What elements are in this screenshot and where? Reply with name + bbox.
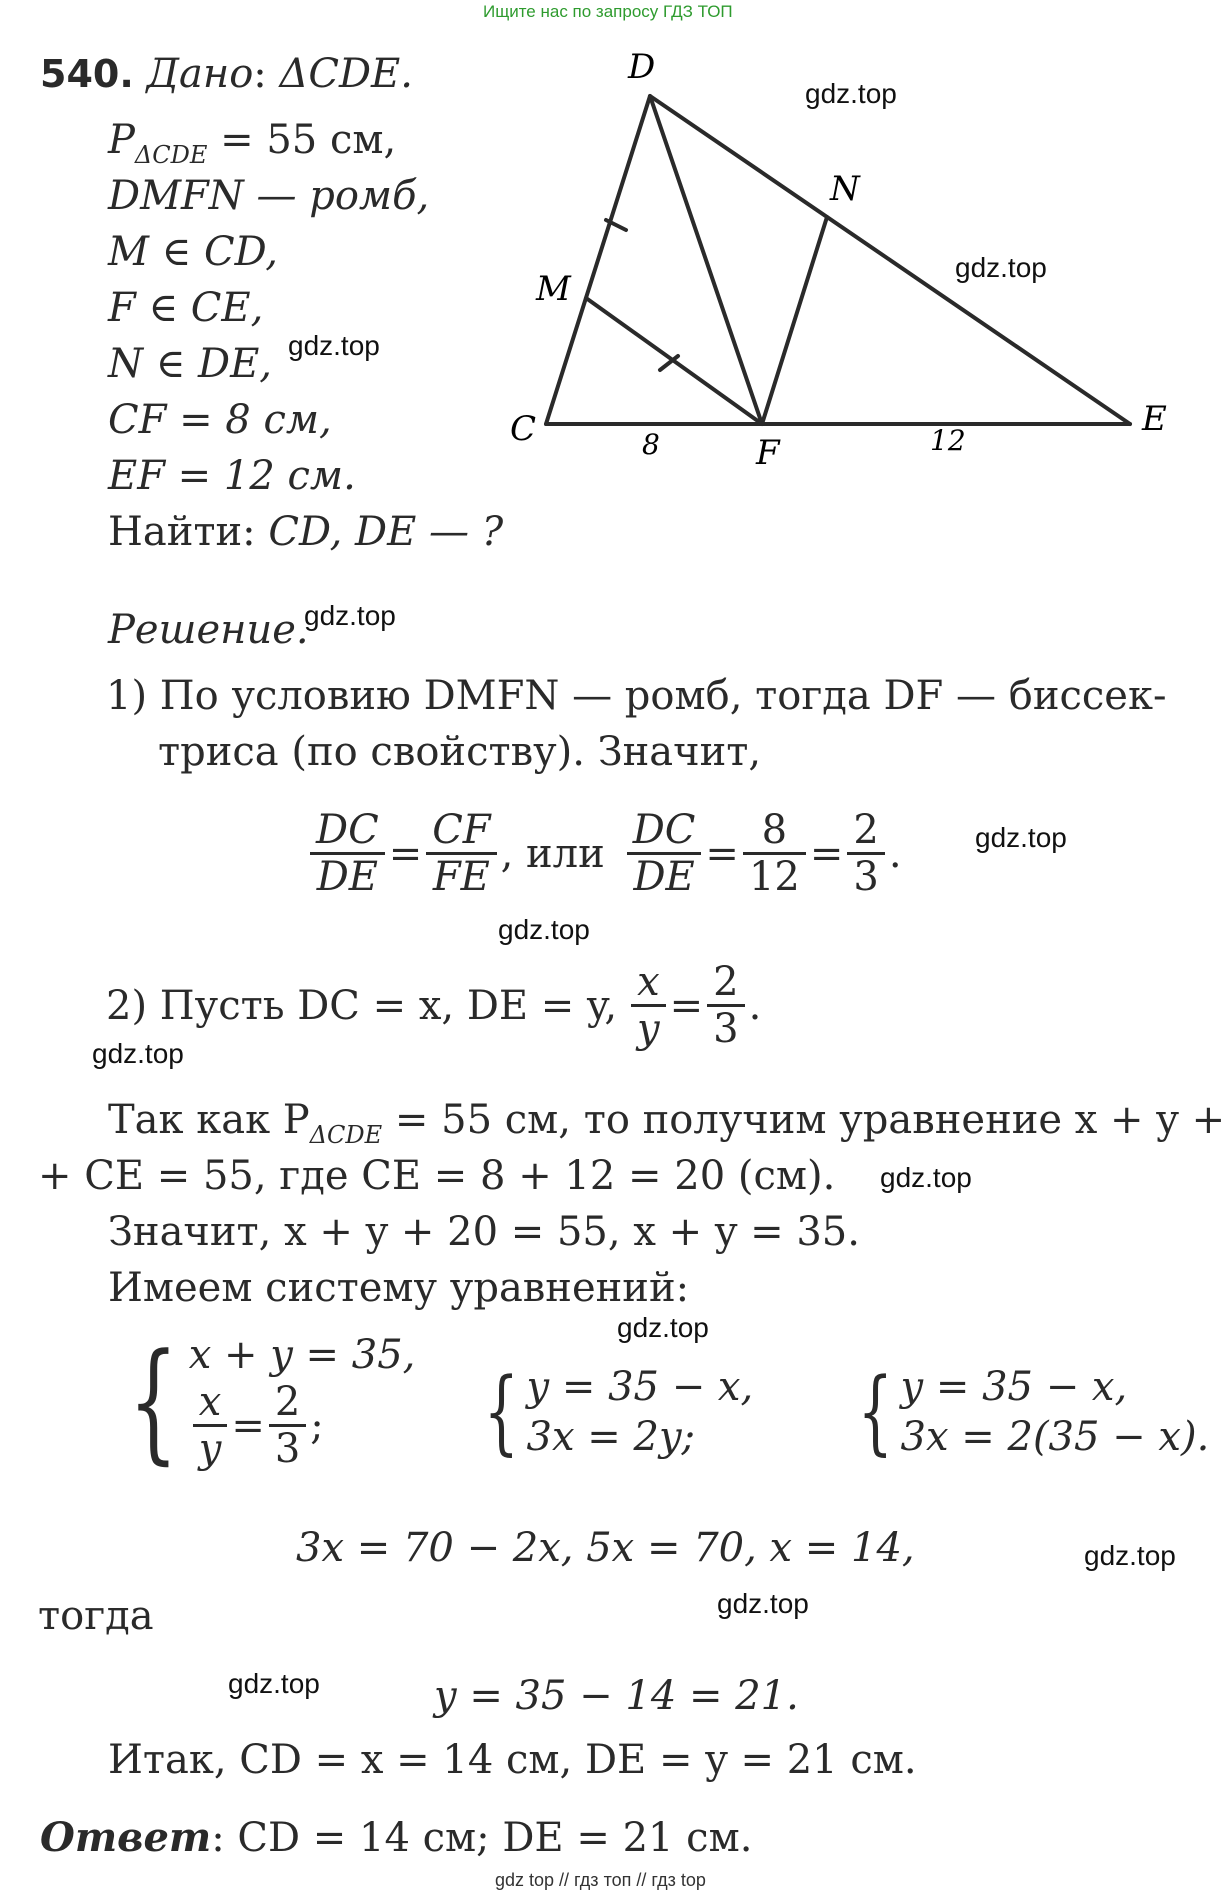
label-fe-length: 12	[930, 424, 966, 457]
vertex-c: C	[510, 409, 537, 449]
given-line-m: M ∈ CD,	[108, 229, 278, 275]
watermark-11: gdz.top	[717, 1588, 809, 1619]
given-label: Дано	[146, 51, 254, 97]
given-line-f: F ∈ CE,	[108, 285, 264, 331]
given-perimeter: $P_{\Delta CDE} = 55$ см,	[108, 117, 397, 169]
vertex-d: D	[628, 47, 656, 87]
perimeter-subscript: ΔCDE	[134, 141, 208, 169]
fraction-dc-de: $\frac{DC}{DE}$	[310, 808, 385, 899]
system-3: { y = 35 − x, 3x = 2(35 − x).	[857, 1358, 1210, 1465]
step1-line1: 1) По условию DMFN — ромб, тогда DF — биссек-	[106, 673, 1167, 719]
fraction-2-3: $\frac{2}{3}$	[847, 808, 884, 899]
watermark-6: gdz.top	[498, 914, 590, 945]
watermark-8: gdz.top	[880, 1162, 972, 1193]
vertex-n: N	[830, 169, 860, 209]
perimeter-line3: Значит, x + y + 20 = 55, x + y = 35.	[108, 1209, 860, 1255]
perimeter-line1: Так как $P_{\Delta CDE} = 55$ см, то получим уравнение x + y +	[108, 1097, 1226, 1149]
fraction-x-y-sys: $\frac{x}{y}$	[193, 1380, 228, 1471]
footer-links[interactable]: gdz top // гдз топ // гдз top	[495, 1870, 706, 1890]
watermark-1: gdz.top	[805, 78, 897, 109]
system-2: { y = 35 − x, 3x = 2y;	[483, 1358, 754, 1465]
solve-equation: 3x = 70 − 2x, 5x = 70, x = 14,	[296, 1525, 915, 1571]
given-object: ΔCDE.	[279, 51, 413, 97]
find-label: Найти:	[108, 509, 256, 555]
watermark-3: gdz.top	[288, 330, 380, 361]
label-cf-length: 8	[642, 428, 660, 461]
side-de	[650, 96, 1130, 424]
answer-label: Ответ	[40, 1814, 212, 1861]
watermark-5: gdz.top	[975, 822, 1067, 853]
given-line-ef: EF = 12 см.	[108, 453, 356, 499]
segment-nf	[762, 217, 827, 424]
find-line	[108, 509, 504, 555]
y-equation: y = 35 − 14 = 21.	[434, 1673, 799, 1719]
fraction-dc-de-2: $\frac{DC}{DE}$	[627, 808, 702, 899]
fraction-x-y: $\frac{x}{y}$	[631, 960, 666, 1051]
fraction-8-12: $\frac{8}{12}$	[743, 808, 806, 899]
fraction-cf-fe: $\frac{CF}{FE}$	[426, 808, 496, 899]
vertex-e: E	[1142, 399, 1167, 439]
conclusion-line: Итак, CD = x = 14 см, DE = y = 21 см.	[108, 1737, 917, 1783]
then-word: тогда	[38, 1593, 154, 1639]
segment-df	[650, 96, 762, 424]
watermark-12: gdz.top	[228, 1668, 320, 1699]
given-line-rhombus: DMFN — ромб,	[108, 173, 430, 219]
fraction-2-3-sys: $\frac{2}{3}$	[269, 1380, 306, 1471]
solution-heading: Решение.	[108, 607, 309, 653]
given-line-n: N ∈ DE,	[108, 341, 273, 387]
watermark-10: gdz.top	[1084, 1540, 1176, 1571]
watermark-7: gdz.top	[92, 1038, 184, 1069]
find-targets: CD, DE — ?	[255, 509, 504, 555]
given-line-cf: CF = 8 см,	[108, 397, 332, 443]
side-cd	[546, 96, 650, 424]
proportion-equation: $\frac{DC}{DE}$ = $\frac{CF}{FE}$ , или $\frac{DC}{DE}$ = $\frac{8}{12}$ = $\frac{2}{3}$ .	[306, 808, 902, 899]
problem-header: 540. Дано: ΔCDE.	[40, 51, 413, 97]
step2-line: 2) Пусть DC = x, DE = y, $\frac{x}{y}$ = $\frac{2}{3}$ .	[106, 959, 762, 1052]
step1-line2: триса (по свойству). Значит,	[158, 729, 762, 775]
fraction-2-3-b: $\frac{2}{3}$	[707, 960, 744, 1051]
answer-line	[40, 1814, 753, 1861]
answer-text: : CD = 14 см; DE = 21 см.	[211, 1815, 753, 1861]
problem-number: 540.	[40, 52, 134, 96]
system-intro: Имеем систему уравнений:	[108, 1265, 690, 1311]
perimeter-line2: + CE = 55, где CE = 8 + 12 = 20 (см).	[38, 1153, 836, 1199]
system-1: { x + y = 35, $\frac{x}{y}$ = $\frac{2}{3}$ ;	[128, 1324, 416, 1477]
vertex-f: F	[756, 433, 780, 473]
or-word: , или	[500, 830, 605, 877]
watermark-2: gdz.top	[955, 252, 1047, 283]
top-banner[interactable]: Ищите нас по запросу ГДЗ ТОП	[483, 2, 733, 21]
watermark-4: gdz.top	[304, 600, 396, 631]
watermark-9: gdz.top	[617, 1312, 709, 1343]
vertex-m: M	[536, 269, 571, 309]
